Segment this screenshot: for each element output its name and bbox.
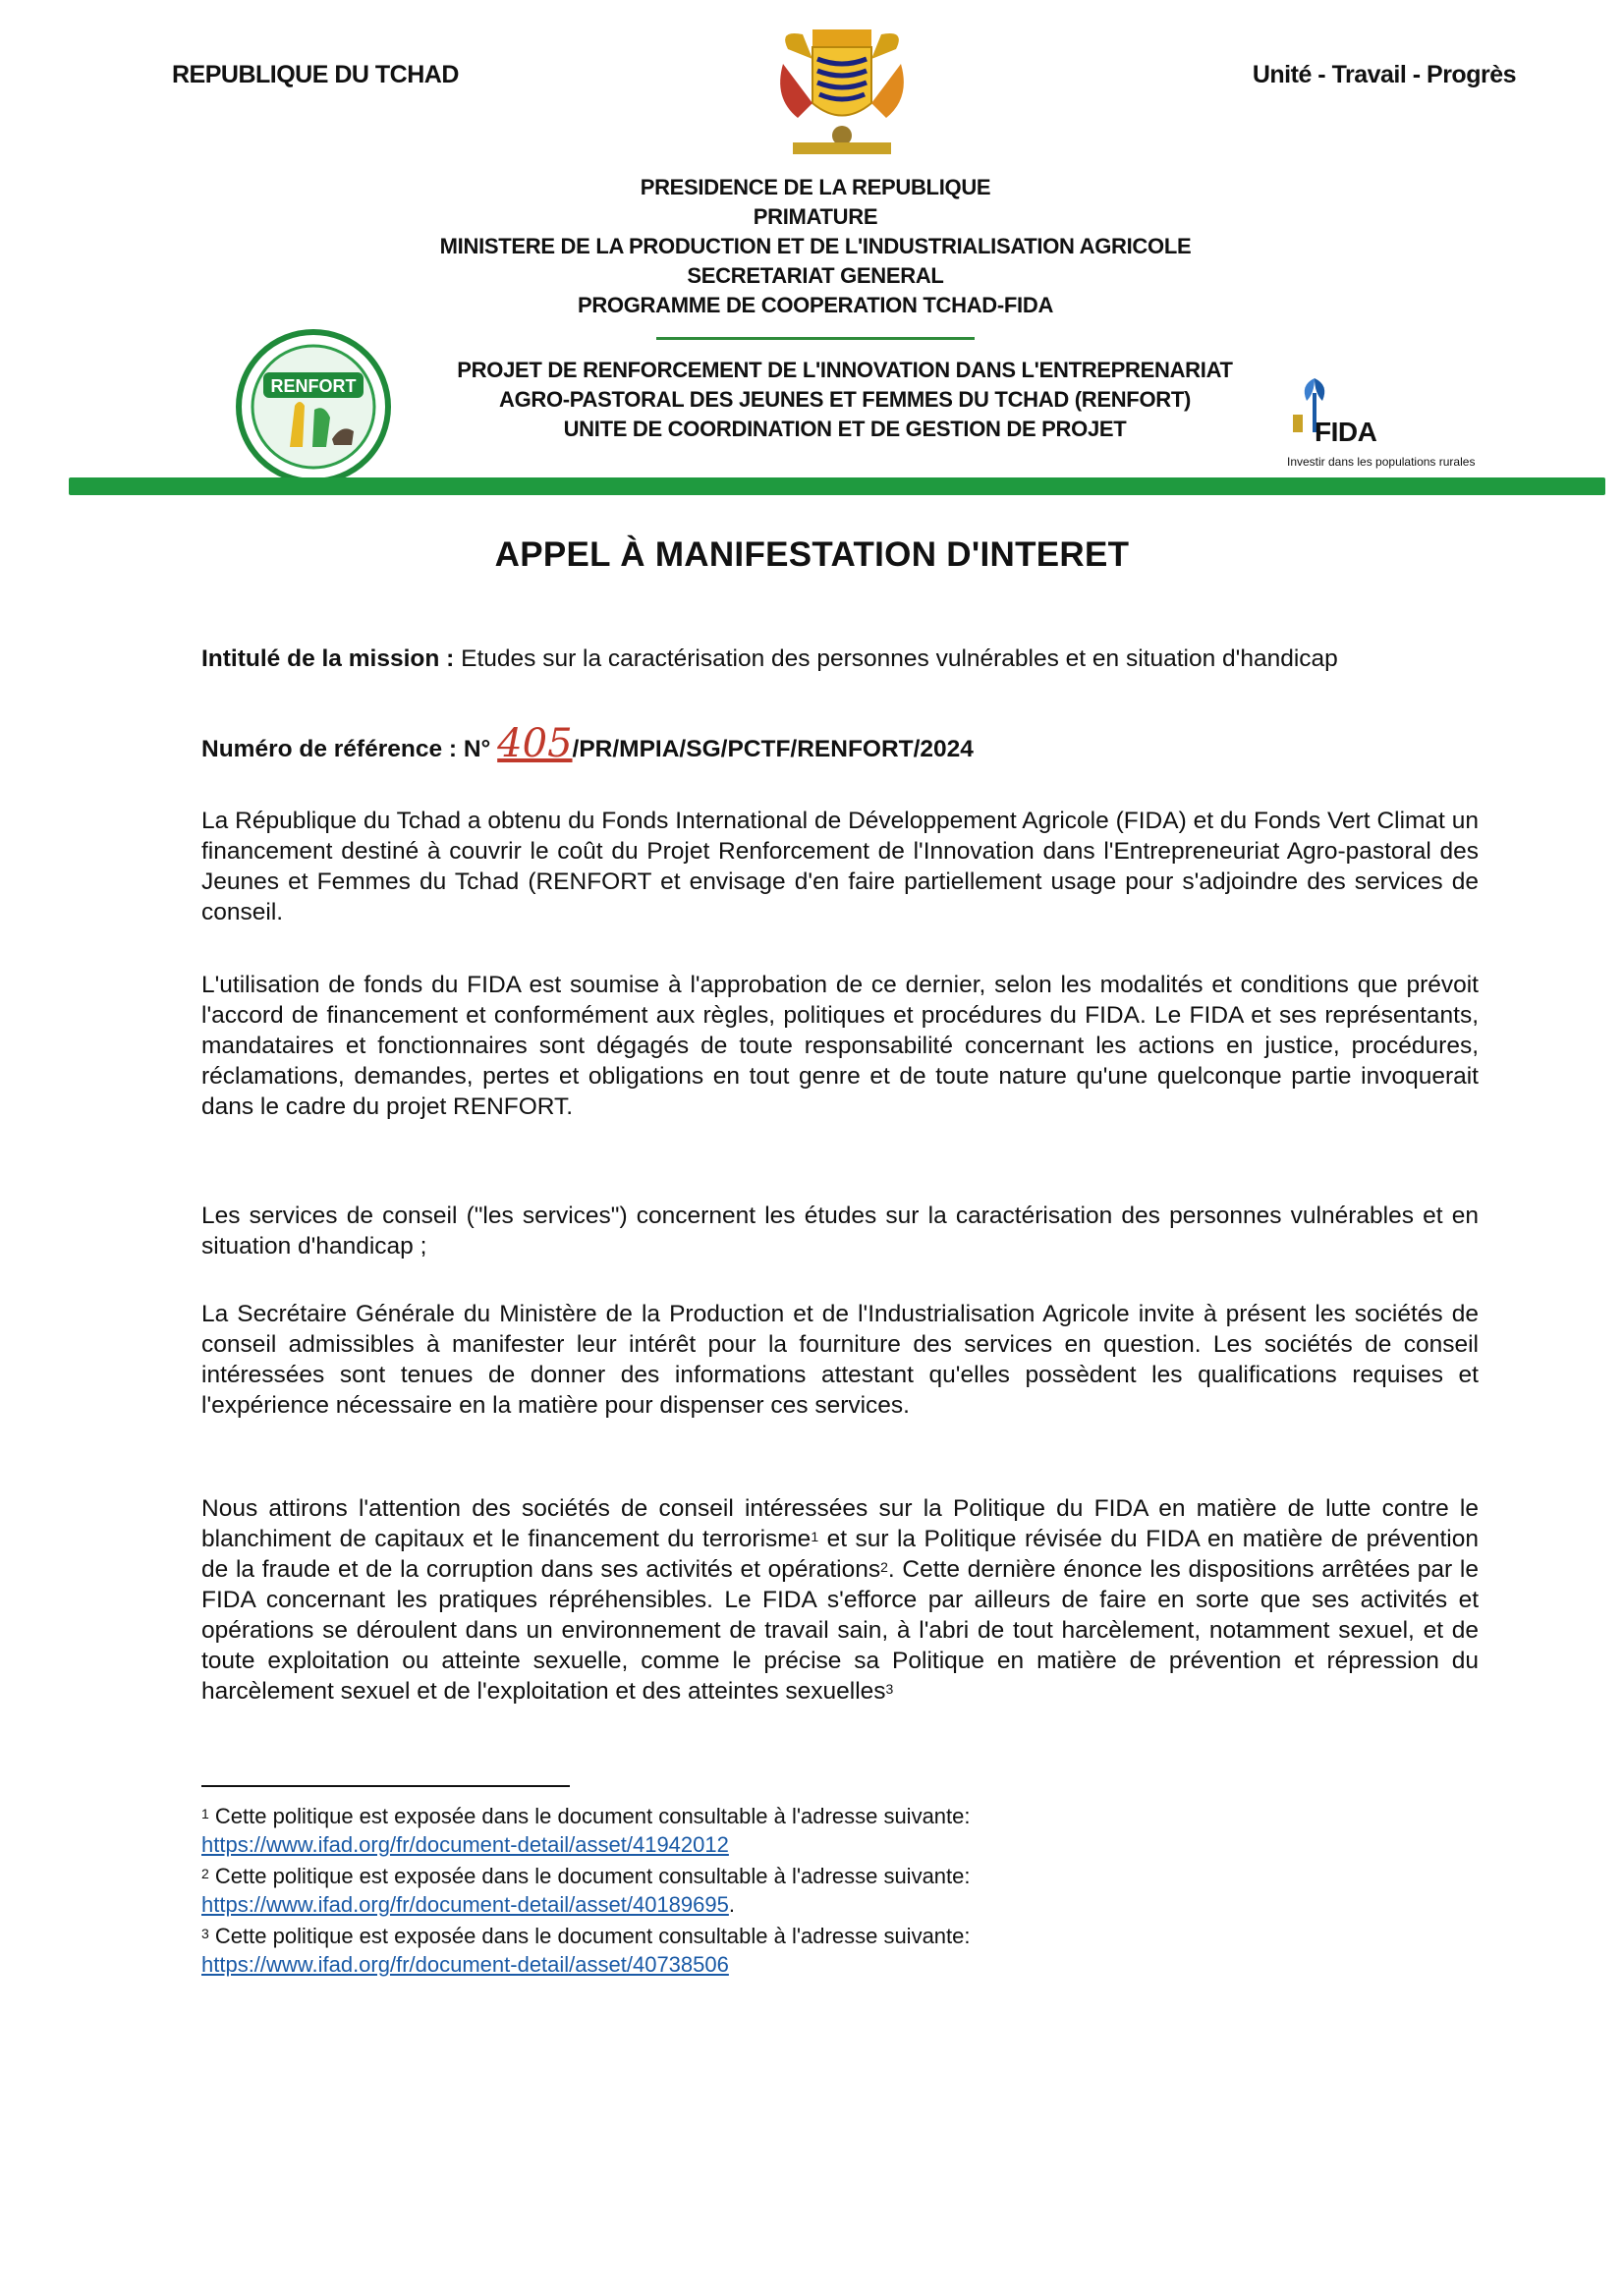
footnote-ref: 3: [885, 1681, 894, 1697]
footnote-text: Cette politique est exposée dans le document consultable à l'adresse suivante:: [214, 1924, 971, 1948]
renfort-logo-text: RENFORT: [270, 376, 357, 396]
footnote-divider: [201, 1785, 570, 1787]
header-line: SECRETARIAT GENERAL: [687, 263, 944, 288]
header-line: PRIMATURE: [753, 204, 878, 229]
fida-tagline: Investir dans les populations rurales: [1287, 455, 1476, 469]
footnote-after: .: [728, 1892, 735, 1917]
ministry-header: [324, 173, 1307, 320]
paragraph: La République du Tchad a obtenu du Fonds International de Développement Agricole (FIDA) et du Fonds Vert Climat un financement destiné à couvrir le coût du Projet Renforcement de l'Innovation dans l'Entrepreneuriat Agro-pastoral des Jeunes et Femmes du Tchad (RENFORT et envisage d'en faire partiellement usage pour s'adjoindre des services de conseil.: [201, 808, 1479, 925]
page-title: APPEL À MANIFESTATION D'INTERET: [494, 535, 1130, 574]
project-line: UNITE DE COORDINATION ET DE GESTION DE PROJET: [563, 417, 1127, 441]
footnote: [201, 1862, 1479, 1919]
footnote-text: Cette politique est exposée dans le document consultable à l'adresse suivante:: [214, 1804, 971, 1828]
reference-block: [201, 721, 1479, 766]
coat-of-arms-icon: [768, 20, 916, 159]
header-green-band: [69, 477, 1605, 495]
paragraph: [201, 1493, 1479, 1707]
paragraph: L'utilisation de fonds du FIDA est soumise à l'approbation de ce dernier, selon les modalités et conditions que prévoit l'accord de financement et conformément aux règles, politiques et procédures du FIDA. Le FIDA et ses représentants, mandataires et fonctionnaires sont dégagés de toute responsabilité concernant les actions en justice, procédures, réclamations, demandes, pertes et obligations en tout genre et de toute nature qu'une quelconque partie invoquerait dans le cadre du projet RENFORT.: [201, 972, 1479, 1120]
header-divider: [656, 337, 975, 340]
mission-label: Intitulé de la mission :: [201, 645, 455, 672]
paragraph: La Secrétaire Générale du Ministère de la Production et de l'Industrialisation Agricole invite à présent les sociétés de conseil admissibles à manifester leur intérêt pour la fourniture des services en question. Les sociétés de conseil intéressées sont tenues de donner des informations attestant qu'elles possèdent les qualifications requises et l'expérience nécessaire en la matière pour dispenser ces services.: [201, 1301, 1479, 1419]
handwritten-number: 405: [497, 721, 573, 766]
paragraph-part: . Cette dernière énonce les dispositions arrêtées par le FIDA concernant les pratiques répréhensibles. Le FIDA s'efforce par ailleurs de faire en sorte que ses activités et opérations se déroulent dans un environnement de travail sain, à l'abri de tout harcèlement, notamment sexuel, et de toute exploitation ou atteinte sexuelle, comme le précise sa Politique en matière de prévention et répression du harcèlement sexuel et de l'exploitation et des atteintes sexuelles: [201, 1556, 1480, 1705]
project-line: PROJET DE RENFORCEMENT DE L'INNOVATION DANS L'ENTREPRENARIAT: [457, 358, 1233, 382]
paragraph-part: et sur la Politique révisée du FIDA en matière de prévention de la fraude et de la corruption dans ses activités et opérations: [201, 1526, 1479, 1583]
reference-suffix: /PR/MPIA/SG/PCTF/RENFORT/2024: [572, 736, 974, 762]
footnote-ref: 2: [880, 1559, 888, 1575]
republic-name: REPUBLIQUE DU TCHAD: [172, 61, 459, 88]
footnote-number: 2: [201, 1866, 209, 1881]
header-line: MINISTERE DE LA PRODUCTION ET DE L'INDUSTRIALISATION AGRICOLE: [439, 234, 1192, 258]
paragraph: Les services de conseil ("les services") concernent les études sur la caractérisation des personnes vulnérables et en situation d'handicap ;: [201, 1203, 1479, 1260]
project-header: [373, 356, 1316, 444]
footnote: [201, 1922, 1479, 1979]
footnote-text: Cette politique est exposée dans le document consultable à l'adresse suivante:: [214, 1864, 971, 1888]
paragraph-part: Nous attirons l'attention des sociétés de conseil intéressées sur la Politique du FIDA en matière de lutte contre le blanchiment de capitaux et le financement du terrorisme: [201, 1495, 1479, 1552]
project-line: AGRO-PASTORAL DES JEUNES ET FEMMES DU TCHAD (RENFORT): [498, 387, 1192, 412]
footnote-ref: 1: [811, 1529, 819, 1544]
footnote-link[interactable]: https://www.ifad.org/fr/document-detail/asset/40189695: [201, 1892, 729, 1917]
footnote-link[interactable]: https://www.ifad.org/fr/document-detail/asset/41942012: [201, 1832, 729, 1857]
renfort-logo: [236, 329, 391, 484]
footnote-number: 3: [201, 1926, 209, 1941]
header-line: PRESIDENCE DE LA REPUBLIQUE: [640, 175, 991, 199]
reference-label: Numéro de référence : N°: [201, 736, 491, 762]
footnote: [201, 1802, 1479, 1859]
footnote-link[interactable]: https://www.ifad.org/fr/document-detail/asset/40738506: [201, 1952, 729, 1977]
fida-name: FIDA: [1315, 417, 1377, 447]
mission-block: [201, 644, 1479, 674]
header-line: PROGRAMME DE COOPERATION TCHAD-FIDA: [577, 293, 1054, 317]
mission-text: Etudes sur la caractérisation des personnes vulnérables et en situation d'handicap: [461, 645, 1338, 672]
national-motto: Unité - Travail - Progrès: [1252, 61, 1516, 88]
footnote-number: 1: [201, 1806, 209, 1821]
